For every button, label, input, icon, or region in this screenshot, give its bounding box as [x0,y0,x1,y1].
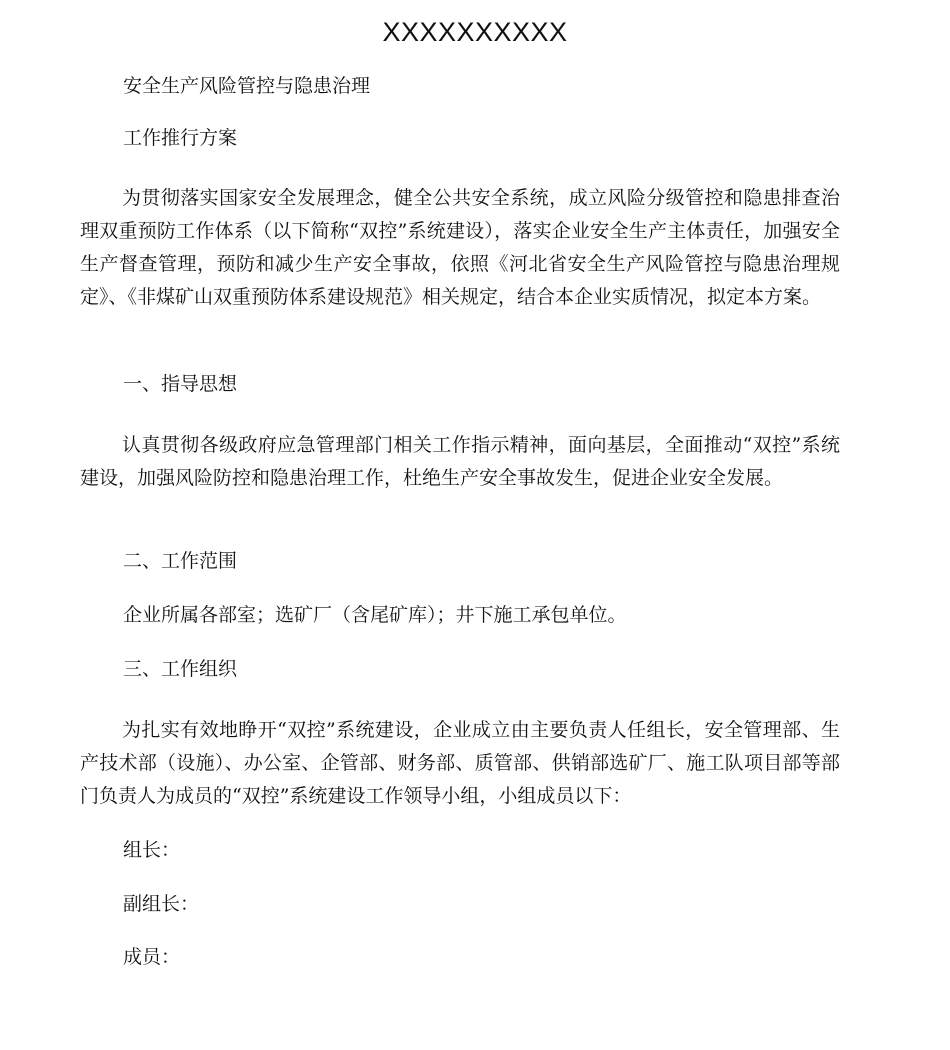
leader-label: 组长： [123,839,181,861]
members-label: 成员： [123,946,181,968]
section1-heading: 一、指导思想 [123,373,238,395]
intro-paragraph: 为贯彻落实国家安全发展理念，健全公共安全系统，成立风险分级管控和隐患排查治理双重预防工作体系（以下简称“双控”系统建设），落实企业安全生产主体责任，加强安全生产督查管理，预防和减少生产安全事故，依照《河北省安全生产风险管控与隐患治理规定》、《非煤矿山双重预防体系建设规范》相关规定，结合本企业实质情况，拟定本方案。 [80,187,840,308]
section3-paragraph: 为扎实有效地睁开“双控”系统建设，企业成立由主要负责人任组长，安全管理部、生产技术部（设施）、办公室、企管部、财务部、质管部、供销部选矿厂、施工队项目部等部门负责人为成员的“双控”系统建设工作领导小组，小组成员以下： [80,719,840,807]
document-title: XXXXXXXXXX [382,17,568,47]
section1-paragraph: 认真贯彻各级政府应急管理部门相关工作指示精神，面向基层，全面推动“双控”系统建设，加强风险防控和隐患治理工作，杜绝生产安全事故发生，促进企业安全发展。 [80,434,840,489]
document-subtitle-line1: 安全生产风险管控与隐患治理 [123,75,371,97]
section2-paragraph: 企业所属各部室；选矿厂（含尾矿库）；井下施工承包单位。 [123,604,627,626]
section2-heading: 二、工作范围 [123,550,238,572]
deputy-leader-label: 副组长： [123,893,200,915]
document-subtitle-line2: 工作推行方案 [123,127,238,149]
section3-heading: 三、工作组织 [123,658,238,680]
